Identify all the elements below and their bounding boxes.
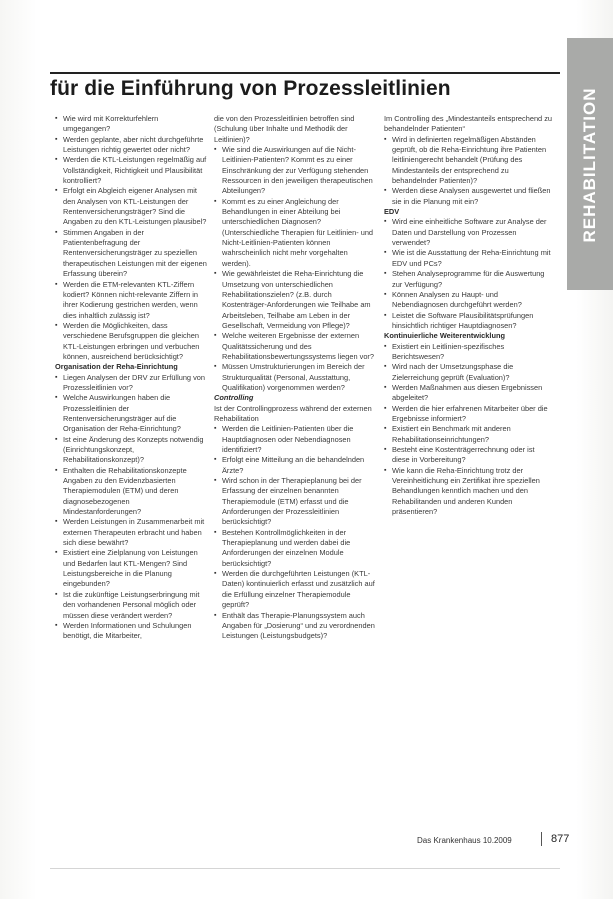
list-item: ▪ Welche weiteren Ergebnisse der externen Qualitätssicherung und des Rehabilitationsbewertungssystems liegen vor? <box>214 331 378 362</box>
column-3 <box>384 114 554 517</box>
list-item: ▪ Liegen Analysen der DRV zur Erfüllung von Prozessleitlinien vor? <box>55 373 207 394</box>
list-item: ▪ Existiert ein Benchmark mit anderen Rehabilitationseinrichtungen? <box>384 424 554 445</box>
section-heading: Controlling <box>214 393 254 403</box>
list-item: ▪ Können Analysen zu Haupt- und Nebendiagnosen durchgeführt werden? <box>384 290 554 311</box>
list-item: ▪ Werden die Möglichkeiten, dass verschiedene Berufsgruppen die gleichen KTL-Leistungen erbringen und verbuchen können, ausreichend berücksichtigt? <box>55 321 207 362</box>
column-2-list-2 <box>214 424 378 641</box>
list-item: ▪ Wird in definierten regelmäßigen Abständen geprüft, ob die Reha-Einrichtung ihre Patienten leitliniengerecht behandelt (Prüfung des Mindestanteils der entsprechend zu behandelnder Patienten)? <box>384 135 554 187</box>
list-item: ▪ Ist eine Änderung des Konzepts notwendig (Einrichtungskonzept, Rehabilitationskonzept)? <box>55 435 207 466</box>
list-item: ▪ Werden die KTL-Leistungen regelmäßig auf Vollständigkeit, Richtigkeit und Plausibilität kontrolliert? <box>55 155 207 186</box>
list-item: ▪ Wie kann die Reha-Einrichtung trotz der Vereinheitlichung ein Zertifikat ihre speziellen Behandlungen kenntlich machen und den Rehabilitanden und anderen Kunden präsentieren? <box>384 466 554 518</box>
footer-divider <box>541 832 542 846</box>
list-item: ▪ Wie wird mit Korrekturfehlern umgegangen? <box>55 114 207 135</box>
list-item: ▪ Enthalten die Rehabilitationskonzepte Angaben zu den Evidenzbasierten Therapiemodulen (ETM) und deren diagnosebezogenen Mindestanforderungen? <box>55 466 207 518</box>
list-item: ▪ Müssen Umstrukturierungen im Bereich der Strukturqualität (Personal, Ausstattung, Qualifikation) vorgenommen werden? <box>214 362 378 393</box>
list-item: ▪ Wie gewährleistet die Reha-Einrichtung die Umsetzung von unterschiedlichen Rehabilitationszielen? (z.B. durch Kostenträger-Anforderungen wie Teilhabe am Arbeitsleben, Teilhabe am Leben in der Gesellschaft, Vermeidung von Pflege)? <box>214 269 378 331</box>
list-item: ▪ Leistet die Software Plausibilitätsprüfungen hinsichtlich richtiger Hauptdiagnosen? <box>384 311 554 332</box>
list-item: ▪ Erfolgt ein Abgleich eigener Analysen mit den Analysen von KTL-Leistungen der Rentenversicherungsträger? Sind die Angaben zu den KTL-Leistungen plausibel? <box>55 186 207 227</box>
list-item: ▪ Enthält das Therapie-Planungssystem auch Angaben für „Dosierung“ und zu verordnenden Leistungen (Leistungsbudgets)? <box>214 611 378 642</box>
journal-name: Das Krankenhaus 10.2009 <box>417 836 512 845</box>
title-rule <box>50 72 560 74</box>
list-item: ▪ Werden die hier erfahrenen Mitarbeiter über die Ergebnisse informiert? <box>384 404 554 425</box>
list-item: ▪ Welche Auswirkungen haben die Prozessleitlinien der Rentenversicherungsträger auf die Organisation der Reha-Einrichtung? <box>55 393 207 434</box>
section-intro: Ist der Controllingprozess während der externen Rehabilitation <box>214 403 372 423</box>
continued-text: die von den Prozessleitlinien betroffen sind (Schulung über Inhalte und Methodik der Leitlinien)? <box>214 114 355 144</box>
footer-rule <box>50 868 560 869</box>
list-item: ▪ Bestehen Kontrollmöglichkeiten in der Therapieplanung und werden dabei die Anforderungen der einzelnen Module berücksichtigt? <box>214 528 378 569</box>
section-intro: Im Controlling des „Mindestanteils entsprechend zu behandelnder Patienten“ <box>384 114 553 134</box>
column-2-list <box>214 145 378 393</box>
list-item: ▪ Werden die durchgeführten Leistungen (KTL-Daten) kontinuierlich erfasst und zusätzlich auf die Erfüllung einzelner Therapiemodule geprüft? <box>214 569 378 610</box>
column-1-list-2 <box>55 373 207 642</box>
section-heading: Organisation der Reha-Einrichtung <box>55 362 178 372</box>
list-item: ▪ Werden die ETM-relevanten KTL-Ziffern kodiert? Können nicht-relevante Ziffern in ihrer Kodierung gestrichen werden, wenn dies inhaltlich zulässig ist? <box>55 280 207 321</box>
list-item: ▪ Existiert eine Zielplanung von Leistungen und Bedarfen laut KTL-Mengen? Sind Leistungsbereiche in die Planung eingebunden? <box>55 548 207 589</box>
list-item: ▪ Werden geplante, aber nicht durchgeführte Leistungen richtig gewertet oder nicht? <box>55 135 207 156</box>
list-item: ▪ Wird nach der Umsetzungsphase die Zielerreichung geprüft (Evaluation)? <box>384 362 554 383</box>
list-item: ▪ Werden Informationen und Schulungen benötigt, die Mitarbeiter, <box>55 621 207 642</box>
list-item: ▪ Ist die zukünftige Leistungserbringung mit den vorhandenen Personal möglich oder müssen diese verändert werden? <box>55 590 207 621</box>
list-item: ▪ Stimmen Angaben in der Patientenbefragung der Rentenversicherungsträger zu speziellen therapeutischen Leistungen mit der eigenen Erfassung überein? <box>55 228 207 280</box>
section-tab-label: REHABILITATION <box>580 87 599 243</box>
list-item: ▪ Erfolgt eine Mitteilung an die behandelnden Ärzte? <box>214 455 378 476</box>
column-1-list <box>55 114 207 362</box>
list-item: ▪ Wie sind die Auswirkungen auf die Nicht-Leitlinien-Patienten? Kommt es zu einer Einschränkung der zur Verfügung stehenden Ressourcen in den jeweiligen therapeutischen Abteilungen? <box>214 145 378 197</box>
list-item: ▪ Wird schon in der Therapieplanung bei der Erfassung der einzelnen benannten Therapiemodule (ETM) erfasst und die Anforderungen der Prozessleitlinien berücksichtigt? <box>214 476 378 528</box>
edv-list <box>384 217 554 331</box>
list-item: ▪ Werden die Leitlinien-Patienten über die Hauptdiagnosen oder Nebendiagnosen identifiziert? <box>214 424 378 455</box>
list-item: ▪ Werden diese Analysen ausgewertet und fließen sie in die Planung mit ein? <box>384 186 554 207</box>
page-title: für die Einführung von Prozessleitlinien <box>50 77 451 100</box>
list-item: ▪ Wird eine einheitliche Software zur Analyse der Daten und Darstellung von Prozessen verwendet? <box>384 217 554 248</box>
section-heading-edv: EDV <box>384 207 400 217</box>
list-item: ▪ Werden Maßnahmen aus diesen Ergebnissen abgeleitet? <box>384 383 554 404</box>
list-item: ▪ Kommt es zu einer Angleichung der Behandlungen in einer Abteilung bei unterschiedlichen Diagnosen? (Unterschiedliche Therapien für Leitlinien- und Nicht-Leitlinien-Patienten können wahrscheinlich nicht mehr vorgehalten werden). <box>214 197 378 269</box>
column-2 <box>214 114 378 642</box>
section-heading-weiterentwicklung: Kontinuierliche Weiterentwicklung <box>384 331 506 341</box>
list-item: ▪ Werden Leistungen in Zusammenarbeit mit externen Therapeuten erbracht und haben sich diese bewährt? <box>55 517 207 548</box>
list-item: ▪ Stehen Analyseprogramme für die Auswertung zur Verfügung? <box>384 269 554 290</box>
page-number: 877 <box>551 833 570 845</box>
list-item: ▪ Existiert ein Leitlinien-spezifisches Berichtswesen? <box>384 342 554 363</box>
column-3-list <box>384 135 554 207</box>
list-item: ▪ Wie ist die Ausstattung der Reha-Einrichtung mit EDV und PCs? <box>384 248 554 269</box>
weiterentwicklung-list <box>384 342 554 518</box>
list-item: ▪ Besteht eine Kostenträgerrechnung oder ist diese in Vorbereitung? <box>384 445 554 466</box>
column-1 <box>55 114 207 642</box>
